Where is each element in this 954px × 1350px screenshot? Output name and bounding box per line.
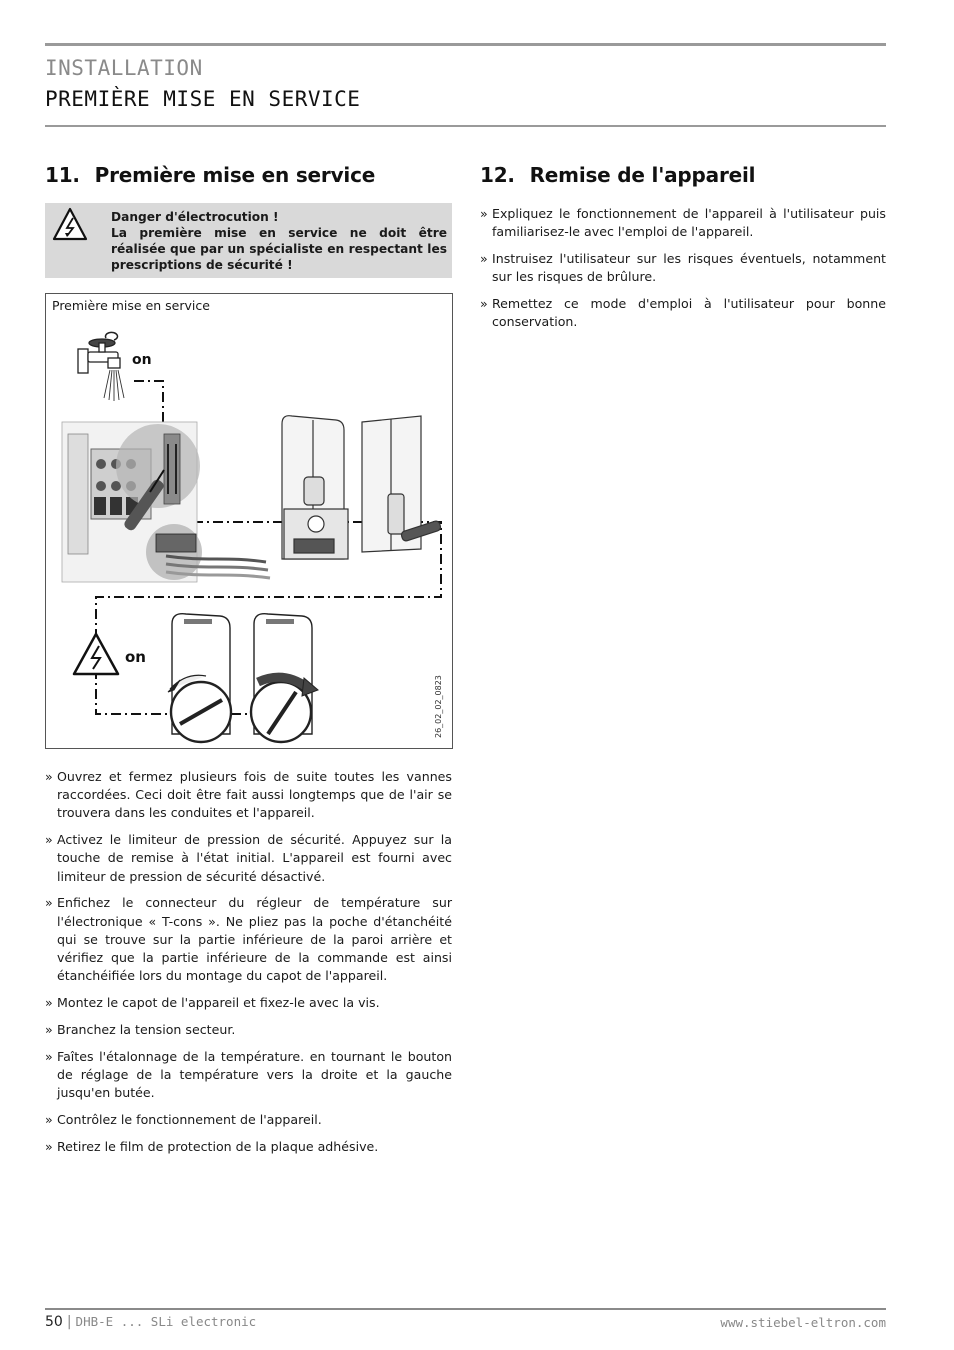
section-11-heading <box>45 163 375 187</box>
list-item <box>480 205 886 241</box>
bullet-mark: » <box>480 296 488 311</box>
warning-title: Danger d'électrocution ! <box>111 210 279 224</box>
list-item <box>45 894 452 985</box>
product-name: DHB-E ... SLi electronic <box>75 1314 257 1329</box>
startup-illustration <box>46 294 452 748</box>
water-heater-open-illustration <box>282 416 348 559</box>
list-item-text: Instruisez l'utilisateur sur les risques éventuels, notamment sur les risques de brûlure. <box>492 251 886 285</box>
bullet-mark: » <box>480 251 488 266</box>
section-11-title: Première mise en service <box>94 163 376 187</box>
list-item <box>45 1111 452 1129</box>
section-11-number: 11. <box>45 163 80 187</box>
page-title: PREMIÈRE MISE EN SERVICE <box>45 87 361 111</box>
list-item-text: Faîtes l'étalonnage de la température. en tournant le bouton de réglage de la température vers la droite et la gauche jusqu'en butée. <box>57 1048 452 1101</box>
section-12-number: 12. <box>480 163 515 187</box>
list-item <box>45 831 452 886</box>
warning-text <box>111 209 447 273</box>
list-item-text: Activez le limiteur de pression de sécurité. Appuyez sur la touche de remise à l'état initial. L'appareil est fourni avec limiteur de pression de sécurité désactivé. <box>57 832 452 884</box>
list-item-text: Branchez la tension secteur. <box>57 1021 236 1037</box>
footer-separator: | <box>66 1314 72 1330</box>
bullet-mark: » <box>45 895 53 911</box>
bullet-mark: » <box>45 1021 53 1037</box>
footer-rule <box>45 1308 886 1310</box>
tap-on-label: on <box>132 352 152 368</box>
electric-hazard-icon <box>52 207 88 241</box>
water-tap-icon <box>78 332 120 373</box>
header-bottom-rule <box>45 125 886 127</box>
footer-page-info <box>45 1314 256 1330</box>
list-item <box>480 295 886 331</box>
electric-hazard-icon-figure <box>74 634 118 674</box>
list-item <box>480 250 886 286</box>
page-number: 50 <box>45 1314 63 1330</box>
list-item-text: Remettez ce mode d'emploi à l'utilisateur pour bonne conservation. <box>492 296 886 330</box>
list-item <box>45 994 452 1012</box>
section-label: INSTALLATION <box>45 56 203 80</box>
list-item <box>45 1138 452 1156</box>
bullet-mark: » <box>480 206 488 221</box>
temperature-knob-left <box>168 614 231 742</box>
figure-first-startup <box>45 293 453 749</box>
list-item-text: Enfichez le connecteur du régleur de température sur l'électronique « T-cons ». Ne pliez pas la poche d'étanchéité qui se trouve sur la partie inférieure de la paroi arrière et vérifiez que la partie inférieure de la commande est ainsi étanchéifiée lors du montage du capot de l'appareil. <box>57 895 452 984</box>
list-item-text: Montez le capot de l'appareil et fixez-le avec la vis. <box>57 995 380 1011</box>
bullet-mark: » <box>45 1048 53 1064</box>
warning-body: La première mise en service ne doit être réalisée que par un spécialiste en respectant les prescriptions de sécurité ! <box>111 226 447 272</box>
water-heater-closed-illustration <box>362 416 442 552</box>
list-item-text: Expliquez le fonctionnement de l'appareil à l'utilisateur puis familiarisez-le avec l'emploi de l'appareil. <box>492 206 886 240</box>
startup-steps-list <box>45 768 452 1164</box>
handover-steps-list <box>480 205 886 340</box>
list-item <box>45 768 452 823</box>
bullet-mark: » <box>45 769 53 784</box>
section-12-title: Remise de l'appareil <box>529 163 756 187</box>
list-item-text: Retirez le film de protection de la plaque adhésive. <box>57 1138 379 1154</box>
bullet-mark: » <box>45 832 53 848</box>
list-item-text: Contrôlez le fonctionnement de l'appareil. <box>57 1111 322 1127</box>
bullet-mark: » <box>45 995 53 1011</box>
list-item <box>45 1021 452 1039</box>
warning-box <box>45 203 452 278</box>
section-12-heading <box>480 163 755 187</box>
bullet-mark: » <box>45 1111 53 1127</box>
temperature-knob-right <box>251 614 318 742</box>
header-top-rule <box>45 43 886 46</box>
figure-caption: Première mise en service <box>52 298 210 313</box>
terminal-block-illustration <box>62 422 270 582</box>
footer-url-link[interactable]: www.stiebel-eltron.com <box>720 1315 886 1330</box>
power-on-label: on <box>125 648 146 666</box>
list-item-text: Ouvrez et fermez plusieurs fois de suite toutes les vannes raccordées. Ceci doit être fait aussi longtemps que de l'air se trouvera dans les conduites et l'appareil. <box>57 769 452 821</box>
figure-code: 26_02_02_0823 <box>434 675 443 738</box>
bullet-mark: » <box>45 1138 53 1154</box>
list-item <box>45 1048 452 1103</box>
